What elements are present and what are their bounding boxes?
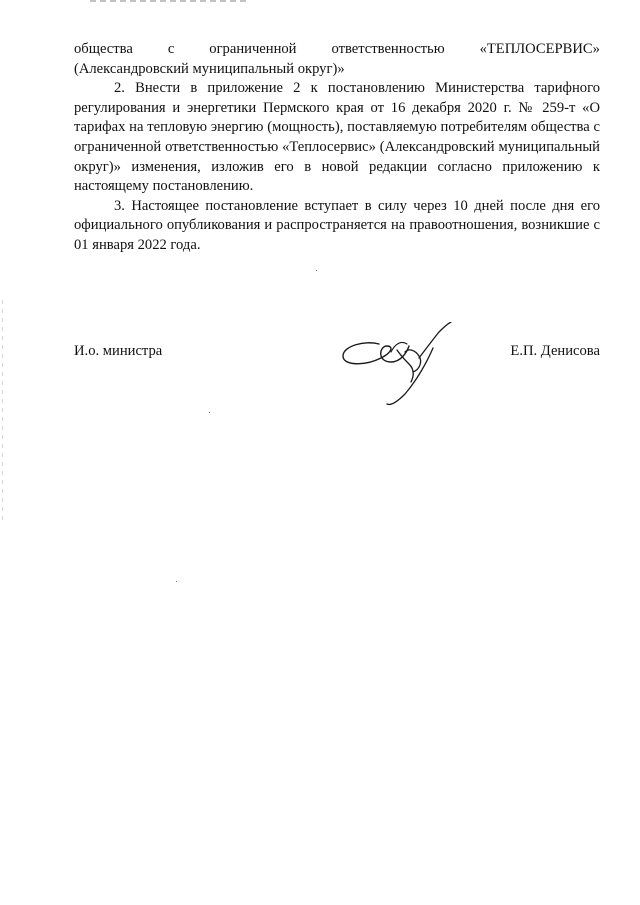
word: ответственностью [331,41,445,57]
word: «ТЕПЛОСЕРВИС» [479,41,600,57]
word: ограниченной [209,41,297,57]
scan-speck [316,270,317,271]
scan-speck [176,581,177,582]
document-body [74,40,600,256]
handwritten-signature [335,322,465,408]
scan-speck [209,412,210,413]
scan-edge-artifact [2,300,3,520]
scan-edge-artifact [90,0,250,2]
word: общества [74,41,133,57]
paragraph-item-3: 3. Настоящее постановление вступает в силу через 10 дней после дня его официального опубликования и распространяется на правоотношения, возникшие с 01 января 2022 года. [74,197,600,253]
paragraph-item-2: 2. Внести в приложение 2 к постановлению Министерства тарифного регулирования и энергетики Пермского края от 16 декабря 2020 г. № 259-т «О тарифах на тепловую энергию (мощность), поставляемую потребителям общества с ограниченной ответственностью «Теплосервис» (Александровский муниципальный округ)» изменения, изложив его в новой редакции согласно приложению к настоящему постановлению. [74,80,600,195]
signatory-name: Е.П. Денисова [510,343,600,359]
justified-line [74,40,600,60]
word: с [167,41,175,57]
paragraph-line: (Александровский муниципальный округ)» [74,60,345,77]
signatory-position: И.о. министра [74,343,163,359]
paragraph-continuation [74,40,600,79]
